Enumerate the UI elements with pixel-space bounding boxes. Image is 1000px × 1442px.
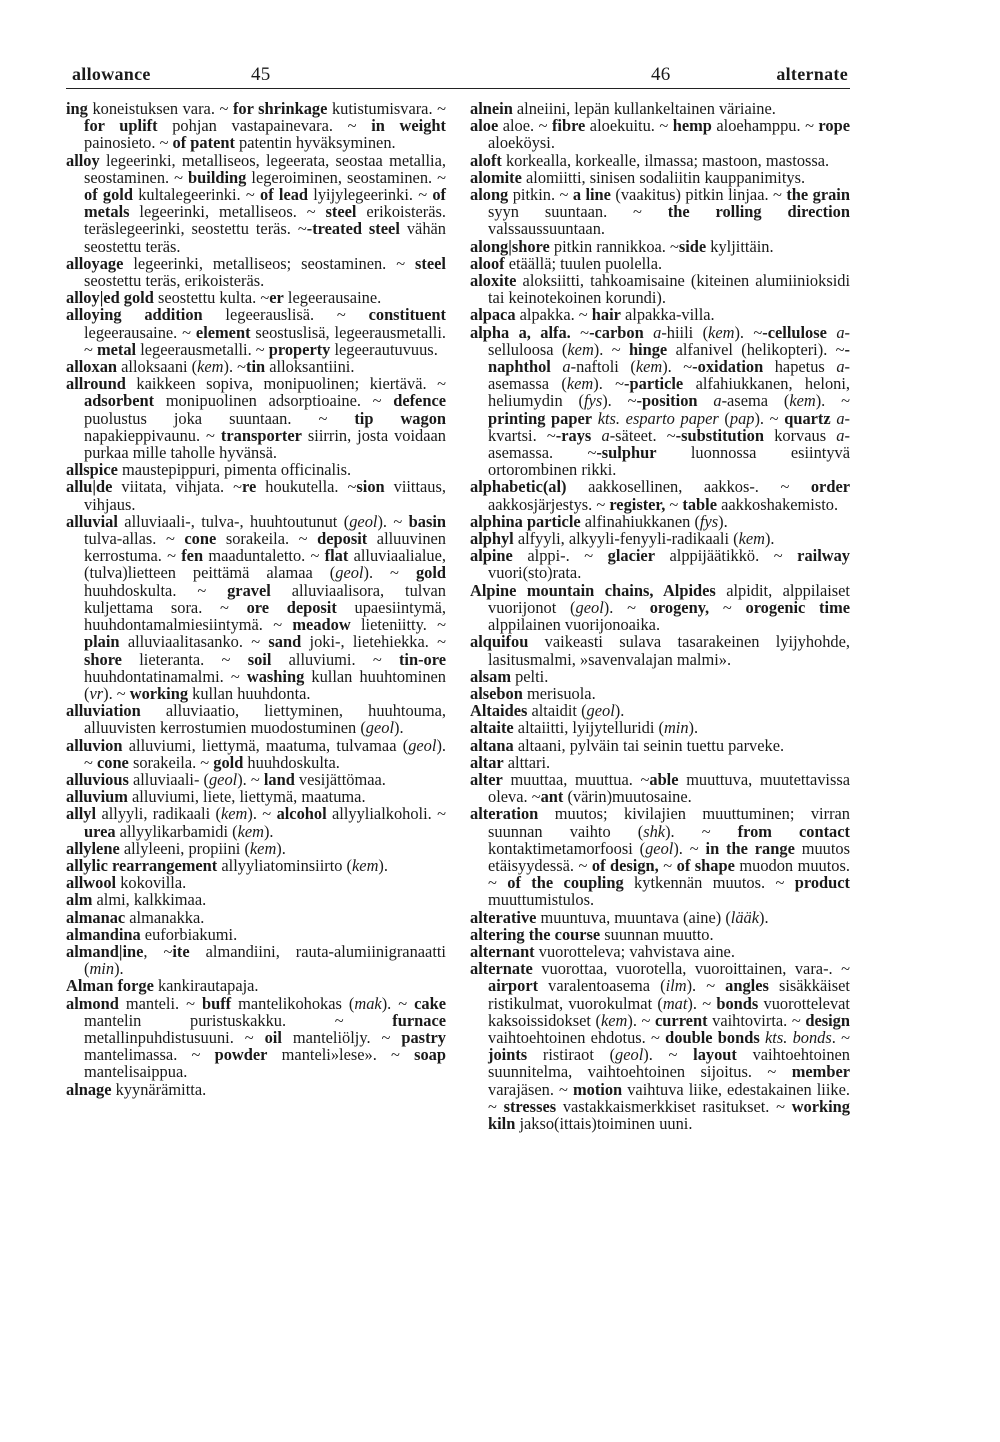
dictionary-entry: allspice maustepippuri, pimenta officinalis. (66, 460, 352, 480)
dictionary-entry: alloying addition legeerauslisä. ~ constituent legeerausaine. ~ element seostuslisä, legeerausmetalli. ~ metal legeerausmetalli. ~ property legeerautuvuus. (66, 305, 447, 359)
running-head-left: allowance (72, 64, 151, 84)
right-column (470, 100, 850, 1132)
dictionary-entry: Alpine mountain chains, Alpides alpidit, alppilaiset vuorijonot (geol). ~ orogeny, ~ orogenic time alppilainen vuorijonoaika. (470, 580, 850, 635)
dictionary-entry: alloy|ed gold seostettu kulta. ~er legeerausaine. (66, 288, 382, 308)
dictionary-entry: ing koneistuksen vara. ~ for shrinkage kutistumisvara. ~ for uplift pohjan vastapainevara. ~ in weight painosieto. ~ of patent patentin hyväksyminen. (66, 99, 447, 153)
dictionary-entry: allylene allyleeni, propiini (kem). (66, 838, 286, 858)
header-rule (66, 88, 850, 89)
dictionary-entry: aloof etäällä; tuulen puolella. (470, 253, 663, 273)
dictionary-entry: alternant vuorotteleva; vahvistava aine. (470, 941, 735, 961)
dictionary-entry: alteration muutos; kivilajien muuttuminen; virran suunnan vaihto (shk). ~ from contact kontaktimetamorfoosi (geol). ~ in the range muutos etäisyydessä. ~ of design, ~ of shape muodon muutos. ~ of the coupling kytkennän muutos. ~ product muuttumistulos. (470, 804, 850, 910)
dictionary-entry: alpine alppi-. ~ glacier alppijäätikkö. ~ railway vuori(sto)rata. (470, 546, 850, 583)
dictionary-entry: altering the course suunnan muutto. (470, 924, 714, 944)
dictionary-entry: alloxan alloksaani (kem). ~tin alloksantiini. (66, 357, 355, 377)
dictionary-entry: alphina particle alfinahiukkanen (fys). (470, 511, 728, 531)
dictionary-entry: alluvial alluviaali-, tulva-, huuhtoutunut (geol). ~ basin tulva-allas. ~ cone sorakeila. ~ deposit alluuvinen kerrostuma. ~ fen maaduntaletto. ~ flat alluviaalialue, (tulva)lietteen peittämä alamaa (geol). ~ gold huuhdoskulta. ~ gravel alluviaalisora, tulvan kuljettama sora. ~ ore deposit upaesiintymä, huuhdontamalmiesiintymä. ~ meadow lieteniitty. ~ plain alluviaalitasanko. ~ sand joki-, lietehiekka. ~ shore lieteranta. ~ soil alluviumi. ~ tin-ore huuhdontatinamalmi. ~ washing kullan huuhtominen (vr). ~ working kullan huuhdonta. (66, 511, 447, 703)
dictionary-entry: almanac almanakka. (66, 907, 205, 927)
dictionary-entry: alter muuttaa, muuttua. ~able muuttuva, muutettavissa oleva. ~ant (värin)muutosaine. (470, 769, 851, 807)
dictionary-entry: almand|ine, ~ite almandiini, rauta-alumiinigranaatti (min). (66, 941, 446, 979)
dictionary-entry: Alman forge kankirautapaja. (66, 976, 259, 996)
dictionary-entry: allyl allyyli, radikaali (kem). ~ alcohol allyylialkoholi. ~ urea allyylikarbamidi (kem). (66, 804, 446, 841)
dictionary-entry: alnage kyynärämitta. (66, 1079, 207, 1099)
dictionary-entry: alternate vuorottaa, vuorotella, vuoroittainen, vara-. ~ airport varalentoasema (ilm). ~ angles sisäkkäiset ristikulmat, vuorokulmat (mat). ~ bonds vuorottelevat kaksoissidokset (kem). ~ current vaihtovirta. ~ design vaihtoehtoinen ehdotus. ~ double bonds kts. bonds. ~ joints ristiraot (geol). ~ layout vaihtoehtoinen suunnitelma, vaihtoehtoinen sijoitus. ~ member varajäsen. ~ motion vaihtuva liike, edestakainen liike. ~ stresses vastakkaismerkkiset rasitukset. ~ working kiln jakso(ittais)toiminen uuni. (470, 959, 850, 1133)
running-head-right: alternate (776, 64, 848, 84)
page-number-right: 46 (651, 64, 671, 85)
dictionary-entry: alluviation alluviaatio, liettyminen, huuhtouma, alluuvisten kerrostumien muodostuminen (geol). (66, 701, 446, 738)
dictionary-entry: alomite alomiitti, sinisen sodaliitin kauppanimitys. (470, 167, 806, 187)
dictionary-entry: along|shore pitkin rannikkoa. ~side kyljittäin. (470, 236, 774, 256)
dictionary-entry: altana altaani, pylväin tai seinin tuettu parveke. (470, 735, 785, 755)
dictionary-entry: aloft korkealla, korkealle, ilmassa; mastoon, mastossa. (470, 150, 830, 170)
dictionary-entry: aloe aloe. ~ fibre aloekuitu. ~ hemp aloehamppu. ~ rope aloeköysi. (470, 116, 850, 153)
dictionary-entry: almond manteli. ~ buff mantelikohokas (mak). ~ cake mantelin puristuskakku. ~ furnace metallinpuhdistusuuni. ~ oil manteliöljy. ~ pastry mantelimassa. ~ powder manteli»lese». ~ soap mantelisaippua. (66, 993, 446, 1082)
dictionary-entry: alnein alneiini, lepän kullankeltainen väriaine. (470, 99, 776, 118)
dictionary-entry: alquifou vaikeasti sulava tasarakeinen lyijyhohde, lasitusmalmi, »savenvalajan malmi». (470, 632, 850, 669)
left-column (66, 100, 446, 1098)
dictionary-entry: aloxite aloksiitti, tahkoamisaine (kiteinen alumiinioksidi tai keinotekoinen korundi). (470, 271, 850, 308)
dictionary-entry: Altaides altaidit (geol). (470, 701, 625, 721)
dictionary-entry: along pitkin. ~ a line (vaakitus) pitkin linjaa. ~ the grain syyn suuntaan. ~ the rolling direction valssaussuuntaan. (470, 185, 850, 239)
dictionary-entry: altaite altaiitti, lyijytelluridi (min). (470, 718, 699, 738)
dictionary-entry: altar alttari. (470, 752, 551, 772)
dictionary-entry: alphabetic(al) aakkosellinen, aakkos-. ~ order aakkosjärjestys. ~ register, ~ table aakkoshakemisto. (470, 477, 850, 514)
dictionary-entry: alluvium alluviumi, liete, liettymä, maatuma. (66, 787, 366, 807)
dictionary-entry: alloy legeerinki, metalliseos, legeerata, seostaa metallia, seostaminen. ~ building legeroiminen, seostaminen. ~ of gold kultalegeerinki. ~ of lead lyijylegeerinki. ~ of metals legeerinki, metalliseos. ~ steel erikoisteräs. teräslegeerinki, seostettu teräs. ~-treated steel vähän seostettu teräs. (66, 150, 447, 256)
dictionary-entry: alterative muuntuva, muuntava (aine) (lääk). (470, 907, 769, 927)
dictionary-entry: allwool kokovilla. (66, 873, 187, 893)
dictionary-entry: almandina euforbiakumi. (66, 924, 238, 944)
dictionary-entry: allu|de viitata, vihjata. ~re houkutella. ~sion viittaus, vihjaus. (66, 477, 446, 514)
dictionary-entry: alsebon merisuola. (470, 683, 596, 703)
dictionary-entry: alsam pelti. (470, 666, 549, 686)
dictionary-entry: alluvious alluviaali- (geol). ~ land vesijättömaa. (66, 769, 386, 789)
dictionary-entry: alpha a, alfa. ~-carbon a-hiili (kem). ~-cellulose a-selluloosa (kem). ~ hinge alfanivel (helikopteri). ~-naphthol a-naftoli (kem). ~-oxidation hapetus a-asemassa (kem). ~-particle alfahiukkanen, heloni, heliumydin (fys). ~-position a-asema (kem). ~ printing paper kts. esparto paper (pap). ~ quartz a-kvartsi. ~-rays a-säteet. ~-substitution korvaus a-asemassa. ~-sulphur luonnossa esiintyvä ortorombinen rikki. (470, 322, 850, 480)
dictionary-entry: alm almi, kalkkimaa. (66, 890, 207, 910)
dictionary-entry: alpaca alpakka. ~ hair alpakka-villa. (470, 305, 715, 325)
dictionary-entry: allylic rearrangement allyyliatominsiirto (kem). (66, 855, 388, 875)
dictionary-entry: allround kaikkeen sopiva, monipuolinen; kiertävä. ~ adsorbent monipuolinen adsorptioaine. ~ defence puolustus joka suuntaan. ~ tip wagon napakieppivaunu. ~ transporter siirrin, josta voidaan purkaa mille taholle hyvänsä. (66, 374, 447, 463)
page-number-left: 45 (251, 64, 271, 85)
dictionary-entry: alluvion alluviumi, liettymä, maatuma, tulvamaa (geol). ~ cone sorakeila. ~ gold huuhdoskulta. (66, 735, 446, 772)
dictionary-entry: alloyage legeerinki, metalliseos; seostaminen. ~ steel seostettu teräs, erikoisteräs. (66, 253, 446, 291)
dictionary-entry: alphyl alfyyli, alkyyli-fenyyli-radikaali (kem). (470, 529, 775, 549)
